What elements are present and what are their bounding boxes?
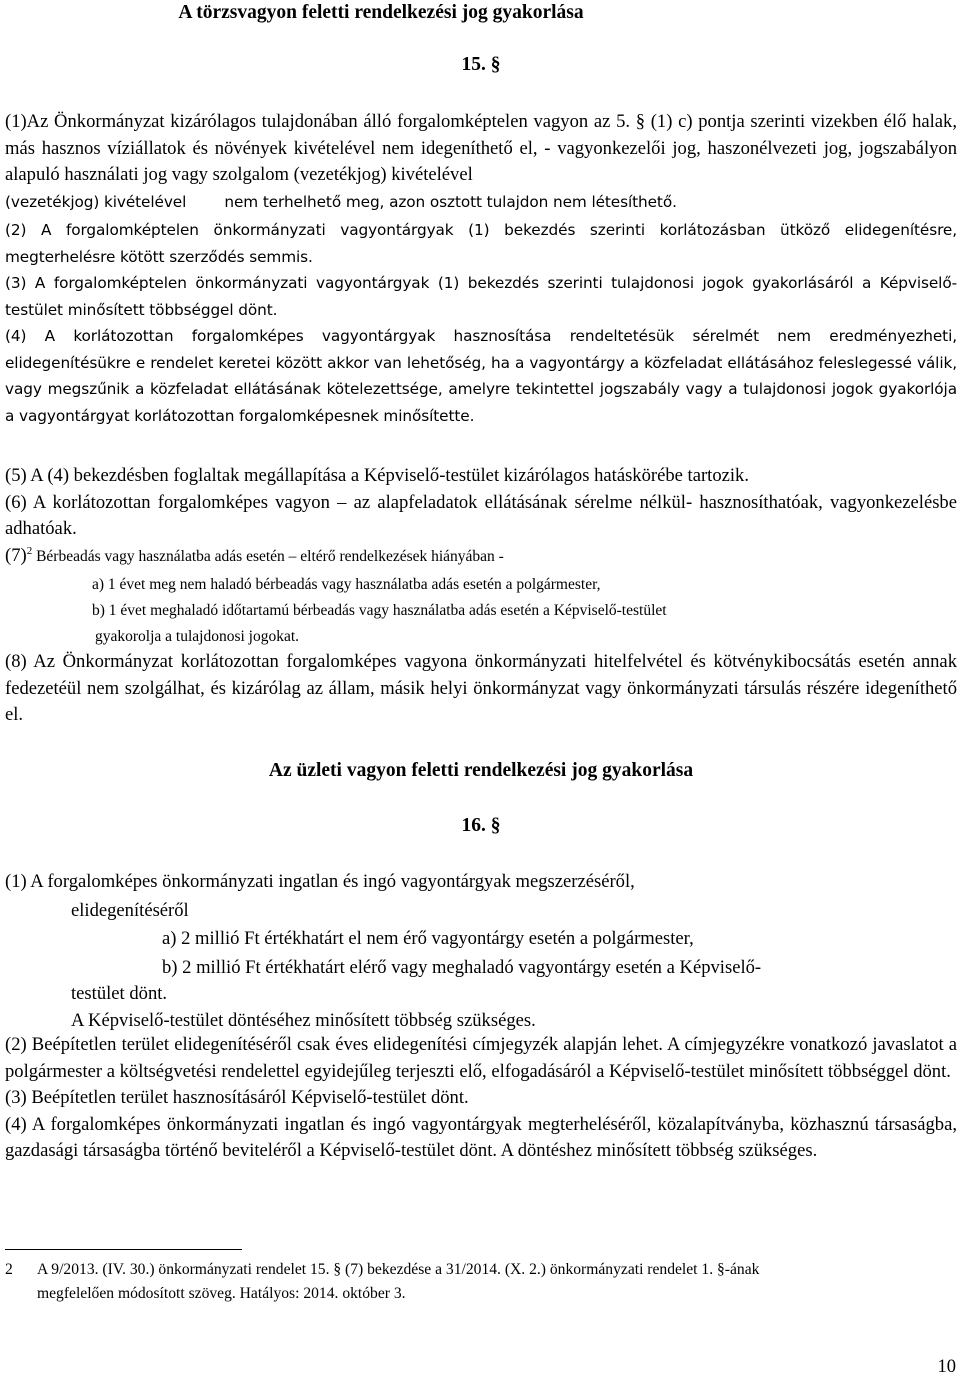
paragraph-15-7-b-continuation: gyakorolja a tulajdonosi jogokat. <box>95 628 300 645</box>
footnote-separator <box>5 1249 242 1250</box>
section-15-title: 15. § <box>461 54 501 75</box>
paragraph-16-3: (3) Beépítetlen terület hasznosításáról Képviselő-testület dönt. <box>5 1087 469 1108</box>
paragraph-15-2: (2) A forgalomképtelen önkormányzati vagyontárgyak (1) bekezdés szerinti korlátozásban ütköző elidegenítésre, megterhelésre kötött szerződés semmis. <box>5 221 957 266</box>
paragraph-15-1-continuation: (vezetékjog) kivételével nem terhelhető meg, azon osztott tulajdon nem létesíthető. <box>5 193 677 211</box>
section-16-title: 16. § <box>461 815 501 836</box>
paragraph-16-1: (1) A forgalomképes önkormányzati ingatlan és ingó vagyontárgyak megszerzéséről, <box>5 871 635 892</box>
footnote-text: A 9/2013. (IV. 30.) önkormányzati rendelet 15. § (7) bekezdése a 31/2014. (X. 2.) önkormányzati rendelet 1. §-ának <box>37 1261 760 1278</box>
paragraph-15-7-number: (7) <box>5 545 27 566</box>
paragraph-15-1 <box>5 109 957 189</box>
paragraph-15-6: (6) A korlátozottan forgalomképes vagyon – az alapfeladatok ellátásának sérelme nélkül- hasznosíthatóak, vagyonkezelésbe adhatóak. <box>5 491 957 539</box>
paragraph-15-7-text: Bérbeadás vagy használatba adás esetén – eltérő rendelkezések hiányában - <box>32 548 504 565</box>
paragraph-15-5: (5) A (4) bekezdésben foglaltak megállapítása a Képviselő-testület kizárólagos hatáskörébe tartozik. <box>5 465 749 486</box>
footnote-2 <box>5 1258 955 1306</box>
paragraph-16-2: (2) Beépítetlen terület elidegenítéséről csak éves elidegenítési címjegyzék alapján lehet. A címjegyzékre vonatkozó javaslatot a polgármester a költségvetési rendelettel egyidejűleg terjeszti elő, elfogadásáról a Képviselő-testület minősített többséggel dönt. <box>5 1034 957 1082</box>
paragraph-16-4: (4) A forgalomképes önkormányzati ingatlan és ingó vagyontárgyak megterheléséről, közalapítványba, közhasznú társaságba, gazdasági társaságba történő beviteléről a Képviselő-testület dönt. A döntéshez minősített többség szükséges. <box>5 1113 957 1161</box>
paragraph-16-1-a: a) 2 millió Ft értékhatárt el nem érő vagyontárgy esetén a polgármester, <box>162 928 694 949</box>
paragraph-15-7-a: a) 1 évet meg nem haladó bérbeadás vagy használatba adás esetén a polgármester, <box>92 576 601 593</box>
heading-torzsvagyon: A törzsvagyon feletti rendelkezési jog gyakorlása <box>178 2 584 23</box>
footnote-continuation: megfelelően módosított szöveg. Hatályos: 2014. október 3. <box>37 1285 406 1302</box>
paragraph-16-1-b: b) 2 millió Ft értékhatárt elérő vagy meghaladó vagyontárgy esetén a Képviselő- <box>162 956 762 978</box>
heading-uzleti-vagyon: Az üzleti vagyon feletti rendelkezési jog gyakorlása <box>268 760 694 781</box>
page-number: 10 <box>937 1357 956 1377</box>
paragraph-15-8: (8) Az Önkormányzat korlátozottan forgalomképes vagyona önkormányzati hitelfelvétel és kötvénykibocsátás esetén annak fedezetéül nem szolgálhat, és kizárólag az állam, másik helyi önkormányzat vagy önkormányzati társulás részére idegeníthető el. <box>5 651 957 725</box>
paragraph-16-1-b-continuation: testület dönt. <box>71 983 168 1004</box>
paragraph-15-1-part3: nem terhelhető meg, azon osztott tulajdon nem létesíthető. <box>224 193 677 211</box>
paragraph-16-1-note: A Képviselő-testület döntéséhez minősített többség szükséges. <box>71 1009 536 1031</box>
paragraph-15-1-part1: (1)Az Önkormányzat kizárólagos tulajdonában álló forgalomképtelen vagyon az 5. § (1) c) pontja szerinti vizekben élő halak, más hasznos víziállatok és növények kivételével nem idegeníthető el, - vagyonkezelői jog, haszonélvezeti jog, <box>5 111 957 159</box>
paragraph-15-1-part2: jogszabályon alapuló használati jog vagy szolgalom (vezetékjog) kivételével <box>5 137 957 185</box>
paragraph-15-7-b: b) 1 évet meghaladó időtartamú bérbeadás vagy használatba adás esetén a Képviselő-testület <box>92 602 667 619</box>
paragraph-15-4: (4) A korlátozottan forgalomképes vagyontárgyak hasznosítása rendeltetésük sérelmét nem eredményezheti, elidegenítésükre e rendelet keretei között akkor van lehetőség, ha a vagyontárgy a közfeladat ellátásához feleslegessé válik, vagy megszűnik a közfeladat ellátásának kötelezettsége, amelyre tekintettel jogszabály vagy a tulajdonosi jogok gyakorlója a vagyontárgyat korlátozottan forgalomképesnek minősítette. <box>5 327 957 425</box>
paragraph-15-7 <box>5 543 957 569</box>
footnote-ref-2[interactable]: 2 <box>26 544 33 557</box>
paragraph-15-3: (3) A forgalomképtelen önkormányzati vagyontárgyak (1) bekezdés szerinti tulajdonosi jogok gyakorlásáról a Képviselő-testület minősített többséggel dönt. <box>5 274 957 319</box>
footnote-number: 2 <box>5 1261 13 1278</box>
paragraph-16-1-continuation: elidegenítéséről <box>71 899 189 921</box>
